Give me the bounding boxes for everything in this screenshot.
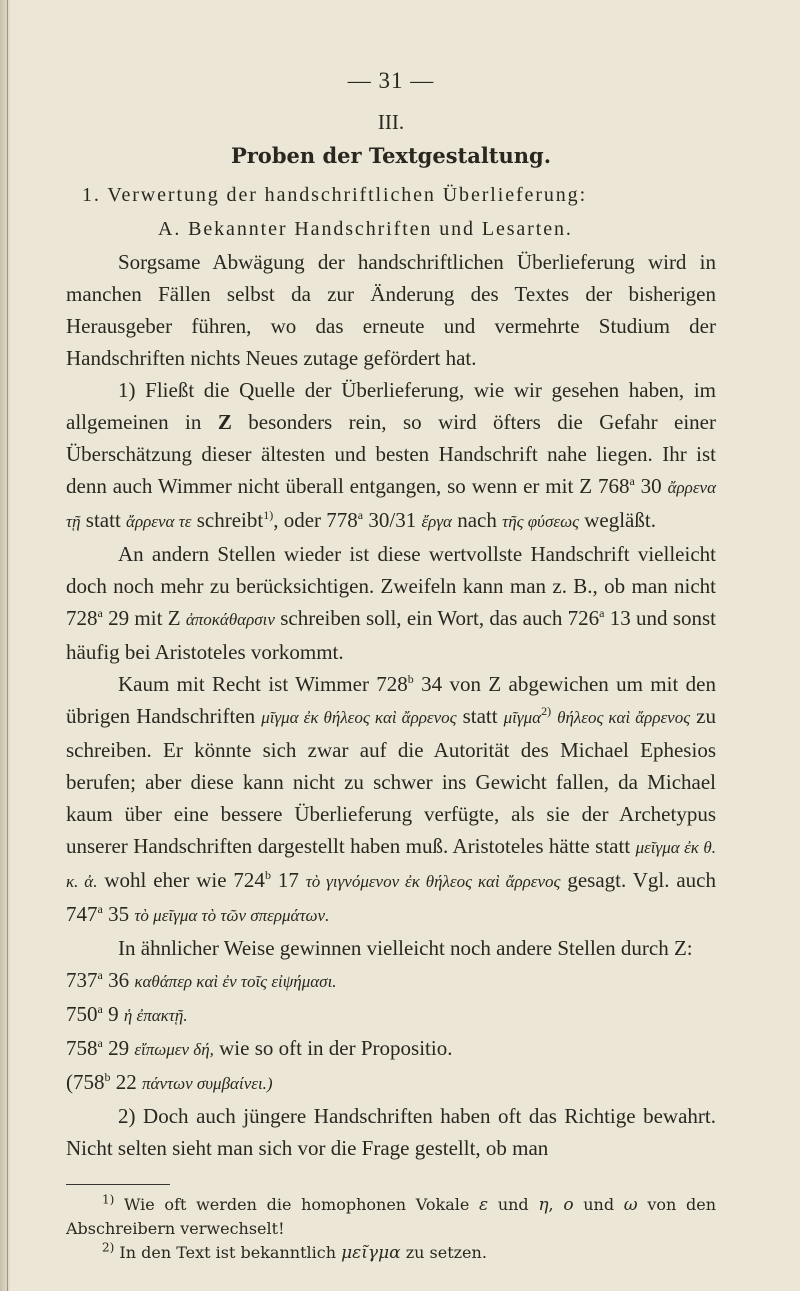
list-item: 750$^a$ 9 ἡ ἐπακτῇ. <box>66 1002 188 1026</box>
paragraph-4: Kaum mit Recht ist Wimmer 728$^b$ 34 von Z abgewichen um mit den übrigen Handschriften μῖγμα ἐκ θήλεος καὶ ἄρρενος statt μῖγμα$^{2)}$ θήλεος καὶ ἄρρενος zu schreiben. Er könnte sich zwar auf die Autorität des Michael Ephesios berufen; aber diese kann nicht zu schwer ins Gewicht fallen, da Michael kaum über eine bessere Überlieferung verfügte, als sie der Archetypus unserer Handschriften dargestellt haben muß. Aristoteles hätte statt μεῖγμα ἐκ θ. κ. ἀ. wohl eher wie 724$^b$ 17 τὸ γιγνόμενον ἐκ θήλεος καὶ ἄρρενος gesagt. Vgl. auch 747$^a$ 35 τὸ μεῖγμα τὸ τῶν σπερμάτων. <box>66 672 716 926</box>
list-item: (758$^b$ 22 πάντων συμβαίνει.) <box>66 1070 273 1094</box>
footnote-ref-1[interactable]: 1) <box>263 508 274 522</box>
paragraph-2: 1) Fließt die Quelle der Überlieferung, wie wir gesehen haben, im allgemeinen in Z besonders rein, so wird öfters die Gefahr einer Überschätzung dieser ältesten und besten Handschrift nahe liegen. Ihr ist denn auch Wimmer nicht überall entgangen, so wenn er mit Z 768$^a$ 30 ἄρρενα τῇ statt ἄρρενα τε schreibt$^{1)}$, oder 778$^a$ 30/31 ἔργα nach τῆς φύσεως wegläßt. <box>66 378 717 532</box>
page-number: — 31 — <box>347 68 435 93</box>
paragraph-5: In ähnlicher Weise gewinnen vielleicht noch andere Stellen durch Z: <box>118 936 693 960</box>
footnote-divider <box>66 1184 170 1185</box>
list-item: 737$^a$ 36 καθάπερ καὶ ἐν τοῖς εἰψήμασι. <box>66 968 337 992</box>
footnote-1: $^{1)}$ Wie oft werden die homophonen Vokale ε und η, ο und ω von den Abschreibern verwechselt! <box>66 1192 717 1238</box>
paragraph-6: 2) Doch auch jüngere Handschriften haben oft das Richtige bewahrt. Nicht selten sieht man sich vor die Frage gestellt, ob man <box>66 1104 716 1160</box>
page-edge-line <box>7 0 8 1291</box>
page <box>66 68 716 1265</box>
footnote-2: $^{2)}$ In den Text ist bekanntlich μεῖγμα zu setzen. <box>102 1240 487 1263</box>
footnote-ref-2[interactable]: 2) <box>541 704 552 718</box>
paragraph-1: Sorgsame Abwägung der handschriftlichen Überlieferung wird in manchen Fällen selbst da zur Änderung des Textes der bisherigen Herausgeber führen, wo das erneute und vermehrte Studium der Handschriften nichts Neues zutage gefördert hat. <box>66 250 716 370</box>
chapter-number: III. <box>377 110 405 134</box>
paragraph-3: An andern Stellen wieder ist diese wertvollste Handschrift vielleicht doch noch mehr zu berücksichtigen. Zweifeln kann man z. B., ob man nicht 728$^a$ 29 mit Z ἀποκάθαρσιν schreiben soll, ein Wort, das auch 726$^a$ 13 und sonst häufig bei Aristoteles vorkommt. <box>66 542 716 664</box>
section-title: Proben der Textgestaltung. <box>230 143 552 168</box>
heading-2: A. Bekannter Handschriften und Lesarten. <box>158 218 573 240</box>
page-edge <box>0 0 10 1291</box>
heading-1: 1. Verwertung der handschriftlichen Überlieferung: <box>82 184 588 206</box>
list-item: 758$^a$ 29 εἴπωμεν δή, wie so oft in der Propositio. <box>66 1036 453 1060</box>
